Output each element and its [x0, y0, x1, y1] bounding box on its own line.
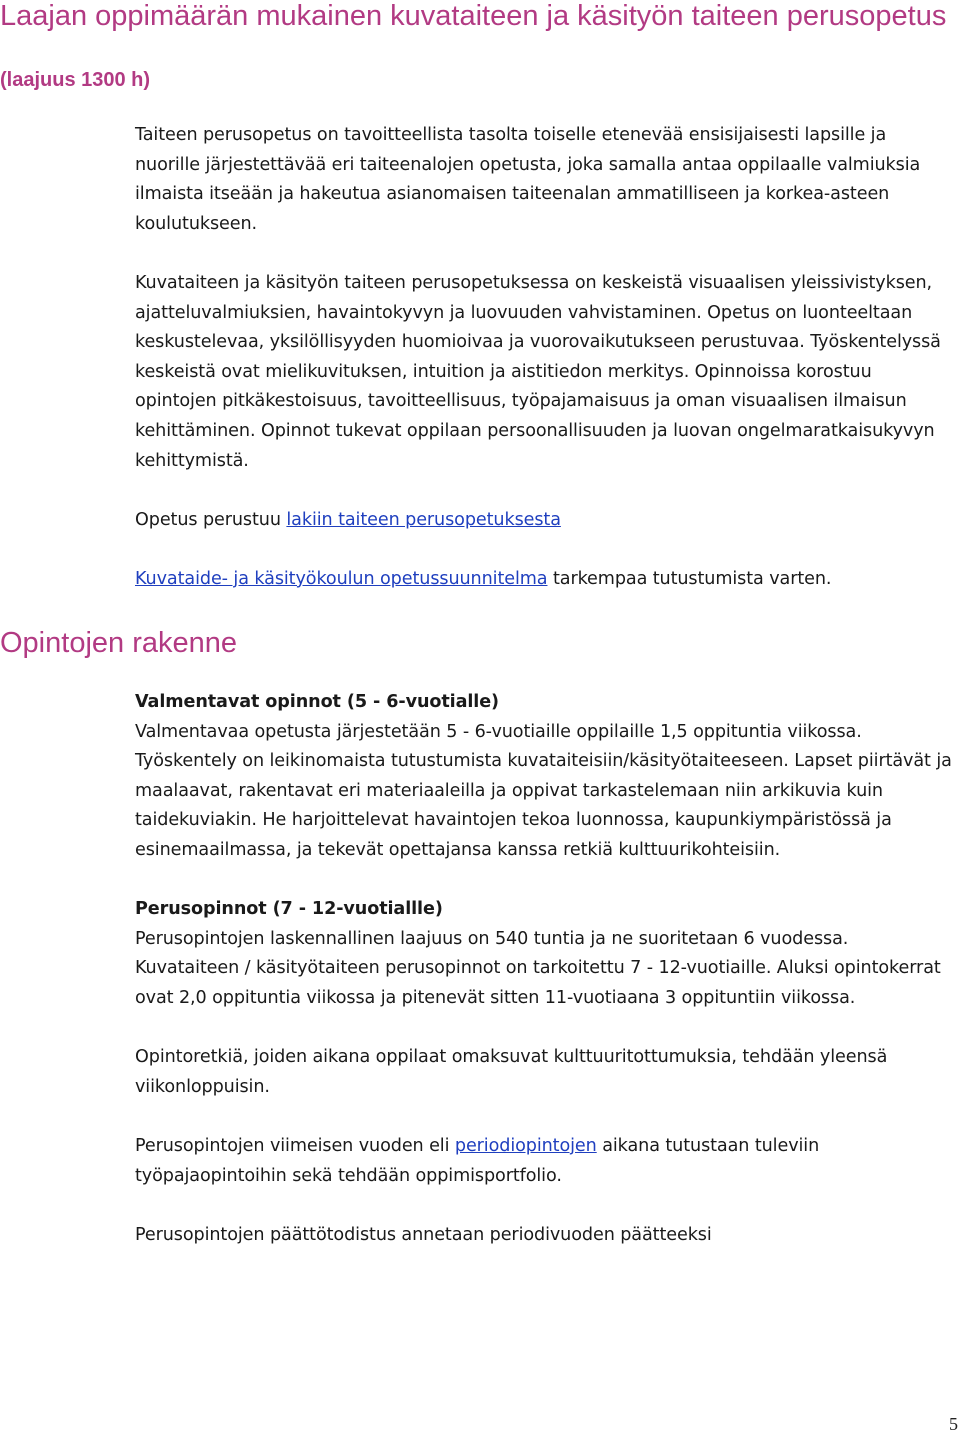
paragraph-gap — [135, 476, 955, 506]
curriculum-link[interactable]: Kuvataide- ja käsityökoulun opetussuunnitelma — [135, 568, 548, 589]
law-reference — [135, 506, 955, 536]
basic-text: Perusopintojen laskennallinen laajuus on 540 tuntia ja ne suoritetaan 6 vuodessa. Kuvataiteen / käsityötaiteen perusopinnot on tarkoitettu 7 - 12-vuotiaille. Aluksi opintokerrat ovat 2,0 oppituntia viikossa ja pitenevät sitten 11-vuotiaana 3 oppituntiin viikossa. — [135, 928, 941, 1008]
basic-heading: Perusopinnot (7 - 12-vuotiallle) — [135, 899, 443, 920]
period-paragraph — [135, 1132, 955, 1191]
prep-heading: Valmentavat opinnot (5 - 6-vuotialle) — [135, 692, 499, 712]
page-number: 5 — [949, 1414, 958, 1434]
paragraph-gap — [135, 239, 955, 269]
intro-paragraph: Kuvataiteen ja käsityön taiteen perusopetuksessa on keskeistä visuaalisen yleissivistyksen, ajatteluvalmiuksien, havaintokyvyn ja luovuuden vahvistaminen. Opetus on luonteeltaan keskustelevaa, yksilöllisyyden huomioivaa ja vuorovaikutukseen perustuvaa. Työskentelyssä keskeistä ovat mielikuvituksen, intuition ja aistitiedon merkitys. Opinnoissa korostuu opintojen pitkäkestoisuus, tavoitteellisuus, työpajamaisuus ja oman visuaalisen ilmaisun kehittäminen. Opinnot tukevat oppilaan persoonallisuuden ja luovan ongelmaratkaisukyvyn kehittymistä. — [135, 272, 941, 471]
intro-section — [135, 121, 955, 595]
law-prefix: Opetus perustuu — [135, 509, 287, 530]
paragraph-gap — [135, 535, 955, 565]
law-link[interactable]: lakiin taiteen perusopetuksesta — [286, 509, 561, 530]
intro-paragraph: Taiteen perusopetus on tavoitteellista tasolta toiselle etenevää ensisijaisesti lapsille ja nuorille järjestettävää eri taiteenalojen opetusta, joka samalla antaa oppilaalle valmiuksia ilmaista itseään ja hakeutua asianomaisen taiteenalan ammatilliseen ja korkea-asteen koulutukseen. — [135, 125, 921, 234]
period-link[interactable]: periodiopintojen — [454, 1135, 597, 1156]
certificate-text: Perusopintojen päättötodistus annetaan periodivuoden päätteeksi — [135, 1224, 712, 1245]
structure-section — [135, 688, 955, 1250]
period-suffix: aikana tutustaan tuleviin työpajaopintoihin sekä tehdään oppimisportfolio. — [135, 1135, 820, 1186]
scope-subtitle: (laajuus 1300 h) — [0, 69, 151, 91]
paragraph-gap — [135, 866, 955, 896]
section-heading: Opintojen rakenne — [0, 627, 237, 659]
paragraph-gap — [135, 1191, 955, 1221]
curriculum-reference — [135, 565, 955, 595]
period-prefix: Perusopintojen viimeisen vuoden eli — [135, 1135, 455, 1156]
prep-text: Valmentavaa opetusta järjestetään 5 - 6-vuotiaille oppilaille 1,5 oppituntia viikossa. Työskentely on leikinomaista tutustumista kuvataiteisiin/käsityötaiteeseen. Lapset piirtävät ja maalaavat, rakentavat eri materiaaleilla ja oppivat tarkastelemaan niin arkikuvia kuin taidekuviakin. He harjoittelevat havaintojen tekoa luonnossa, kaupunkiympäristössä ja esinemaailmassa, ja tekevät opettajansa kanssa retkiä kulttuurikohteisiin. — [135, 721, 952, 860]
paragraph-gap — [135, 1102, 955, 1132]
curriculum-suffix: tarkempaa tutustumista varten. — [547, 568, 832, 589]
paragraph-gap — [135, 1014, 955, 1044]
excursions-text: Opintoretkiä, joiden aikana oppilaat omaksuvat kulttuuritottumuksia, tehdään yleensä viikonloppuisin. — [135, 1047, 888, 1097]
document-title: Laajan oppimäärän mukainen kuvataiteen ja käsityön taiteen perusopetus — [0, 0, 947, 32]
